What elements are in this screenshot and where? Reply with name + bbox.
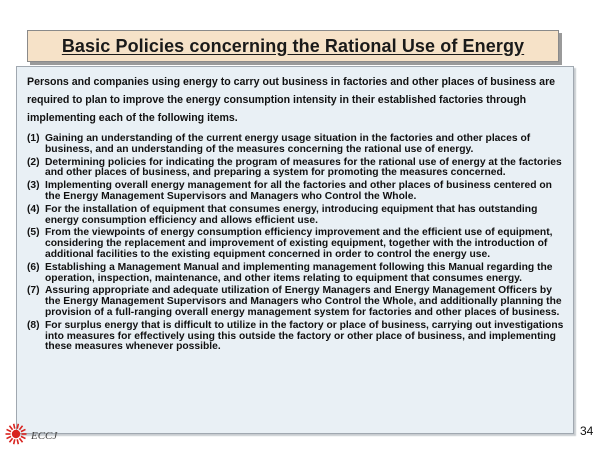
policy-item: [27, 228, 565, 260]
sun-ray: [17, 439, 18, 444]
policy-item-text: Implementing overall energy management for all the factories and other places of business centered on the Energy Management Supervisors and Managers who Control the Whole.: [45, 180, 552, 202]
intro-paragraph: Persons and companies using energy to carry out business in factories and other places of business are required to plan to improve the energy consumption intensity in their established factories through implementing each of the following items.: [27, 76, 556, 124]
policy-item-text: For surplus energy that is difficult to utilize in the factory or place of business, carrying out investigations into measures for effectively using this outside the factory or other place of business, and implementing these measures whenever possible.: [45, 319, 564, 353]
policy-item-text: For the installation of equipment that consumes energy, introducing equipment that has outstanding energy consumption efficiency and allows efficient use.: [45, 203, 538, 226]
policy-item-text: Establishing a Management Manual and implementing management following this Manual regarding the operation, inspection, maintenance, and other items relating to equipment that consumes energy.: [45, 261, 553, 284]
policy-item: [27, 286, 565, 318]
sun-ray: [9, 426, 12, 430]
policy-item-text: From the viewpoints of energy consumption efficiency improvement and the efficient use of equipment, considering the replacement and improvement of existing equipment, together with the introduction of additional facilities to the existing equipment concerned in order to control the energy use.: [45, 227, 553, 260]
policy-item: [27, 134, 565, 156]
sun-ray: [19, 438, 22, 442]
policy-item-number: (7): [27, 285, 40, 297]
policy-item-number: (2): [27, 156, 40, 168]
page-number: 34: [580, 424, 594, 438]
policy-list: [27, 134, 565, 353]
eccj-logo: [4, 422, 64, 446]
policy-item: [27, 321, 565, 353]
sun-ray: [7, 429, 12, 431]
sun-ray: [9, 438, 12, 442]
sun-ray: [7, 436, 12, 438]
policy-item-number: (1): [27, 133, 40, 144]
sun-ray: [17, 424, 18, 429]
policy-item-number: (3): [27, 180, 40, 192]
slide-title: Basic Policies concerning the Rational Use of Energy: [61, 35, 525, 56]
policy-item-number: (4): [27, 203, 40, 215]
content-panel: [16, 66, 574, 434]
policy-item: [27, 205, 565, 227]
policy-item-number: (5): [27, 227, 40, 239]
policy-item-number: (6): [27, 261, 40, 273]
policy-item: [27, 263, 565, 285]
sun-logo-icon: [4, 422, 64, 446]
sun-ray: [14, 424, 15, 429]
policy-item-text: Determining policies for indicating the program of measures for the rational use of energy at the factories and other places of business, and preparing a system for promoting the measures concerned.: [45, 156, 562, 179]
sun-ray: [21, 429, 26, 431]
policy-item-text: Gaining an understanding of the current energy usage situation in the factories and other places of business, and an understanding of the measures concerning the rational use of energy.: [45, 133, 531, 155]
policy-item-text: Assuring appropriate and adequate utilization of Energy Managers and Energy Management Officers by the Energy Management Supervisors and Managers who Control the Whole, and additionally planning the provision of a full-ranging overall energy management system for factories and other places of business.: [45, 285, 562, 318]
logo-text: ECCJ: [31, 430, 58, 442]
slide-title-box: [27, 30, 559, 62]
policy-item: [27, 158, 565, 180]
sun-ray: [21, 436, 26, 438]
policy-item-number: (8): [27, 319, 40, 331]
policy-item: [27, 181, 565, 203]
sun-ray: [14, 439, 15, 444]
sun-ray: [19, 426, 22, 430]
